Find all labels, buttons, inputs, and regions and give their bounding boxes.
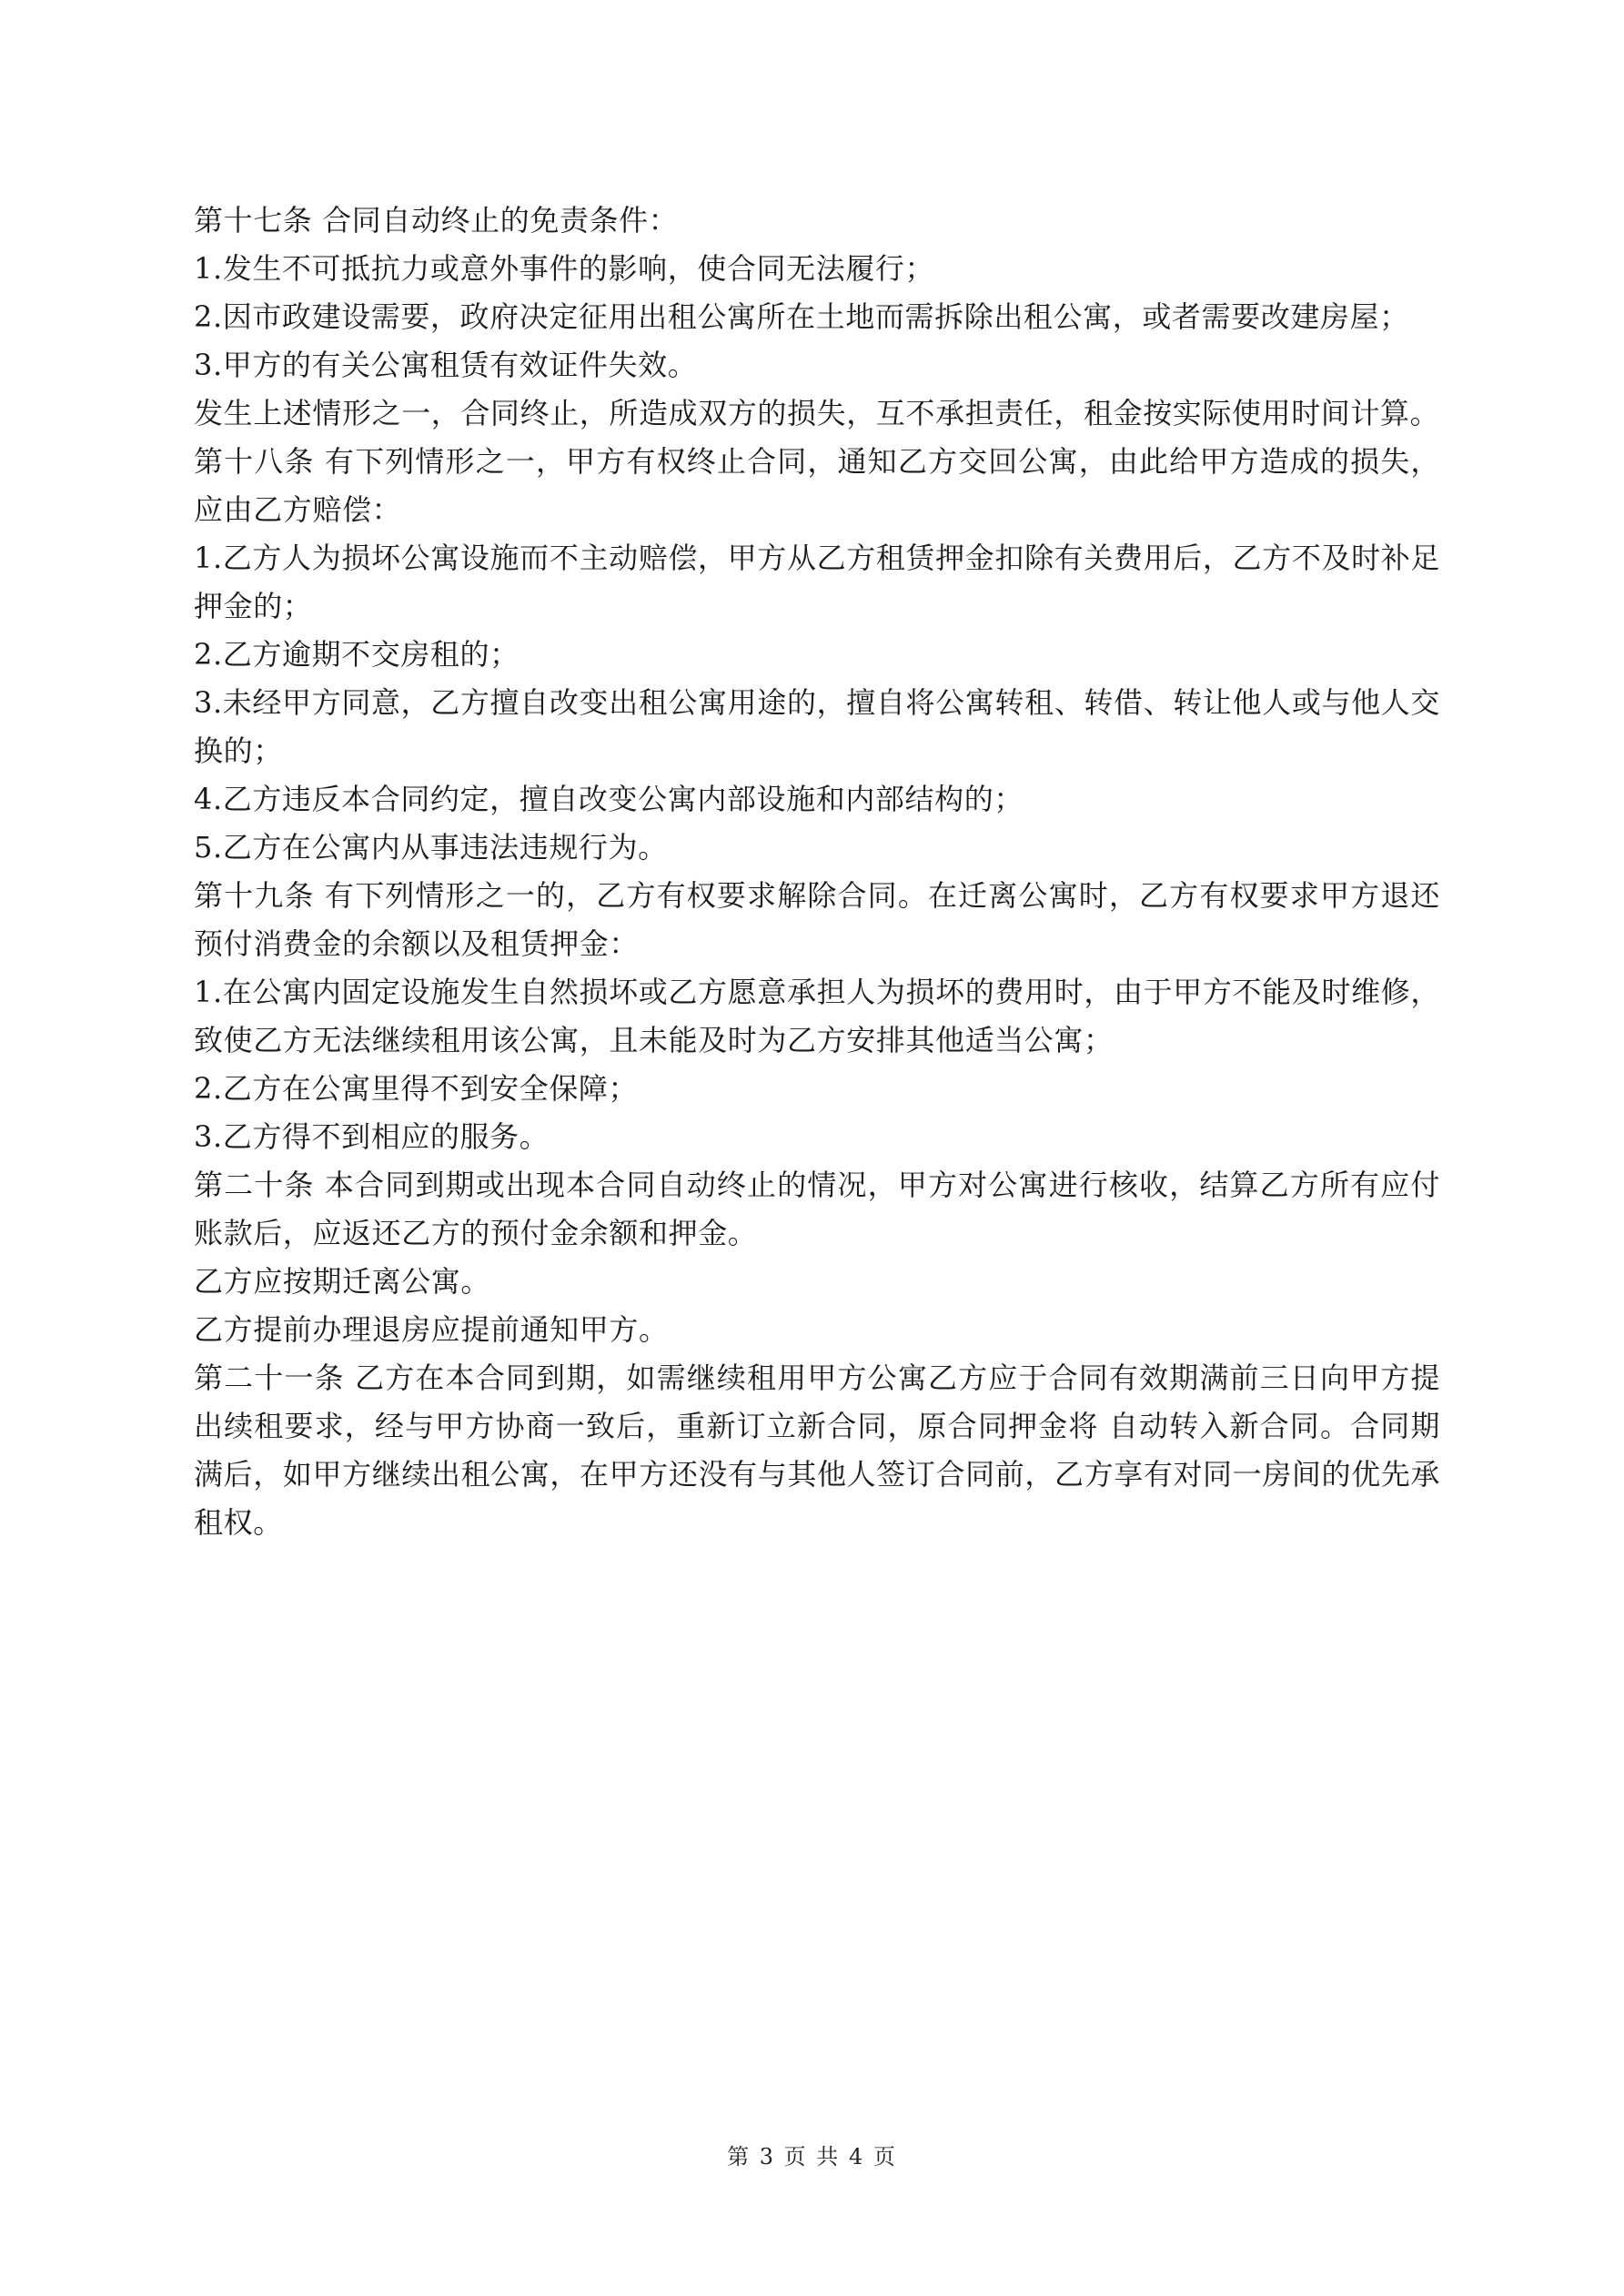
clause-21-heading: 第二十一条 乙方在本合同到期，如需继续租用甲方公寓乙方应于合同有效期满前三日向甲方提出续租要求，经与甲方协商一致后，重新订立新合同，原合同押金将 自动转入新合同。合同期满后，如甲方继续出租公寓，在甲方还没有与其他人签订合同前，乙方享有对同一房间的优先承租权。 [194,1360,1440,1540]
clause-17-item-2: 2.因市政建设需要，政府决定征用出租公寓所在土地而需拆除出租公寓，或者需要改建房屋； [194,299,1409,334]
clause-17-item-3: 3.甲方的有关公寓租赁有效证件失效。 [194,348,698,382]
clause-19-item-3: 3.乙方得不到相应的服务。 [194,1119,550,1154]
clause-17-conclusion: 发生上述情形之一，合同终止，所造成双方的损失，互不承担责任，租金按实际使用时间计算。 [194,396,1440,430]
clause-17-heading: 第十七条 合同自动终止的免责条件： [194,203,679,238]
clause-18-item-1: 1.乙方人为损坏公寓设施而不主动赔偿，甲方从乙方租赁押金扣除有关费用后，乙方不及时补足押金的； [194,541,1440,623]
clause-19-heading: 第十九条 有下列情形之一的，乙方有权要求解除合同。在迁离公寓时，乙方有权要求甲方退还预付消费金的余额以及租赁押金： [194,878,1440,961]
clause-20-heading: 第二十条 本合同到期或出现本合同自动终止的情况，甲方对公寓进行核收，结算乙方所有应付账款后，应返还乙方的预付金余额和押金。 [194,1168,1440,1250]
clause-18-heading: 第十八条 有下列情形之一，甲方有权终止合同，通知乙方交回公寓，由此给甲方造成的损失，应由乙方赔偿： [194,444,1440,527]
clause-18-item-3: 3.未经甲方同意，乙方擅自改变出租公寓用途的，擅自将公寓转租、转借、转让他人或与他人交换的； [194,685,1440,768]
clause-19-item-1: 1.在公寓内固定设施发生自然损坏或乙方愿意承担人为损坏的费用时，由于甲方不能及时维修，致使乙方无法继续租用该公寓，且未能及时为乙方安排其他适当公寓； [194,975,1440,1057]
clause-18-item-2: 2.乙方逾期不交房租的； [194,637,519,672]
clause-20-note-1: 乙方应按期迁离公寓。 [194,1264,491,1299]
page-number: 第 3 页 共 4 页 [727,2144,897,2170]
clause-17-item-1: 1.发生不可抵抗力或意外事件的影响，使合同无法履行； [194,251,935,286]
clause-19-item-2: 2.乙方在公寓里得不到安全保障； [194,1071,639,1106]
clause-18-item-4: 4.乙方违反本合同约定，擅自改变公寓内部设施和内部结构的； [194,782,1024,816]
clause-18-item-5: 5.乙方在公寓内从事违法违规行为。 [194,830,668,865]
clause-20-note-2: 乙方提前办理退房应提前通知甲方。 [194,1312,669,1347]
document-body [194,197,1440,1547]
